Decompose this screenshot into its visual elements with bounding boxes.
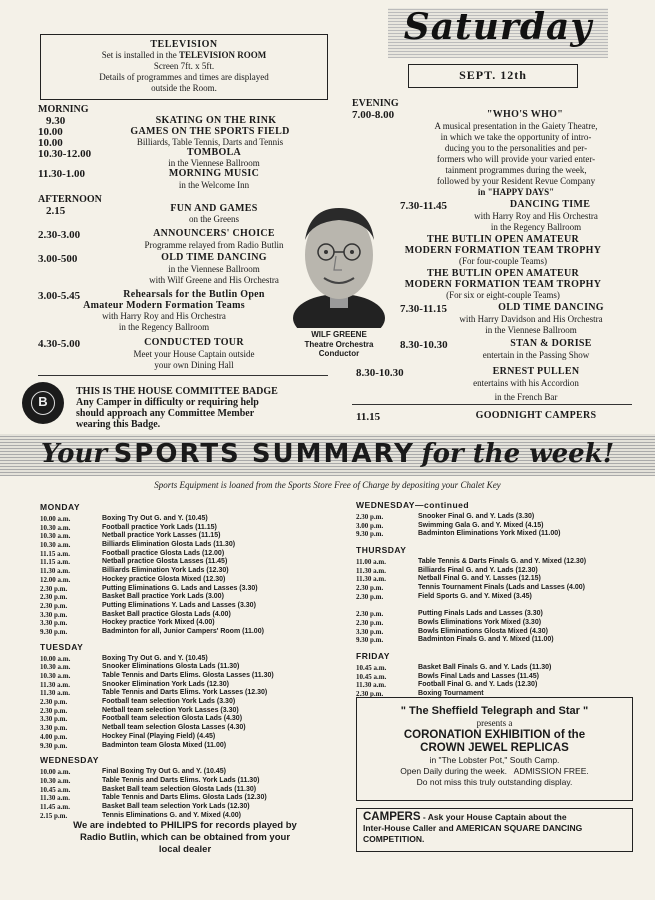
event-time: 10.30-12.00: [38, 148, 92, 160]
event-detail: with Harry Davidson and His Orchestra: [459, 314, 603, 324]
portrait-role: Conductor: [318, 349, 360, 358]
sports-row: [40, 611, 340, 620]
tv-line1: Set is installed in the TELEVISION ROOM: [101, 50, 267, 60]
event-time: 3.00-500: [38, 253, 78, 265]
sports-time: 2.30 p.m.: [356, 513, 384, 521]
sports-event: Boxing Try Out G. and Y. (10.45): [102, 654, 208, 662]
sports-time: 3.30 p.m.: [40, 619, 68, 628]
sports-row: [356, 610, 646, 619]
event-time: 2.30-3.00: [38, 229, 81, 241]
sports-time: 11.30 a.m.: [356, 566, 386, 575]
event-title: ANNOUNCERS' CHOICE: [153, 228, 275, 239]
tv-line2: Screen 7ft. x 5ft.: [153, 61, 215, 71]
event-detail: Programme relayed from Radio Butlin: [144, 240, 284, 250]
sports-time: 3.30 p.m.: [356, 627, 384, 636]
event-title: SKATING ON THE RINK: [155, 115, 277, 126]
equipment-note: Sports Equipment is loaned from the Sports Store Free of Charge by depositing your Chalet Key: [154, 480, 501, 490]
event-time: 8.30-10.30: [356, 367, 404, 379]
portrait-caption: [284, 330, 394, 359]
sports-event: Bowls Eliminations Glosta Mixed (4.30): [418, 627, 548, 635]
sports-time: 2.30 p.m.: [356, 618, 384, 627]
sports-row: [356, 567, 646, 576]
event-time: 3.00-5.45: [38, 290, 81, 302]
sports-event: Boxing Tournament: [418, 690, 484, 697]
sports-event: Netball Final G. and Y. Lasses (12.15): [418, 575, 541, 583]
sports-event: Football practice Glosta Lads (12.00): [102, 549, 225, 557]
sports-row: [40, 602, 340, 611]
sports-time: 10.30 a.m.: [40, 663, 71, 672]
sports-time: 2.30 p.m.: [40, 593, 68, 602]
sports-event: Field Sports G. and Y. Mixed (3.45): [418, 592, 532, 600]
sports-day-heading: MONDAY: [40, 502, 80, 512]
sports-event: Football Final G. and Y. Lads (12.30): [418, 681, 538, 689]
event-detail: with Wilf Greene and His Orchestra: [149, 275, 279, 285]
sports-event: Football practice York Lads (11.15): [102, 523, 217, 531]
event-detail: in the French Bar: [494, 392, 558, 402]
event-detail: in the Viennese Ballroom: [168, 264, 260, 274]
event-detail: with Harry Roy and His Orchestra: [474, 211, 598, 221]
sports-row: [40, 742, 340, 751]
sports-event: Final Boxing Try Out G. and Y. (10.45): [102, 768, 226, 776]
sports-row: [356, 636, 646, 645]
sports-event: Netball team selection Glosta Lasses (4.30): [102, 724, 246, 732]
exhibition-title: CORONATION EXHIBITION of the: [403, 729, 586, 741]
badge-notice: THIS IS THE HOUSE COMMITTEE BADGE Any Camper in difficulty or requiring help should approach any Committee Member wearing this Badge.: [76, 386, 278, 430]
event-detail: in the Regency Ballroom: [490, 222, 582, 232]
sports-time: 10.30 a.m.: [40, 672, 71, 680]
sports-row: [40, 794, 340, 803]
sports-row: [40, 585, 340, 594]
tv-title: TELEVISION: [150, 39, 218, 50]
event-title: FUN AND GAMES: [170, 203, 258, 214]
sports-event: Hockey practice York Mixed (4.00): [102, 619, 215, 627]
sports-row: [40, 681, 340, 690]
sports-time: 10.00 a.m.: [40, 768, 71, 777]
whoswho-description: A musical presentation in the Gaiety Theatre, in which we take the opportunity of intro- ducing you to the personalities and per- formers who will provide your varied enter- tainment programmes during the week, followed by your Resident Revue Company in "HAPPY DAYS": [434, 121, 598, 197]
sports-row: [40, 777, 340, 786]
sports-time: 11.00 a.m.: [356, 558, 386, 567]
sports-time: 2.30 p.m.: [40, 698, 68, 707]
event-detail: in the Welcome Inn: [178, 180, 250, 190]
event-title: Rehearsals for the Butlin Open: [123, 289, 265, 300]
badge-letter: B: [31, 391, 55, 415]
sports-event: Putting Finals Lads and Lasses (3.30): [418, 610, 543, 618]
sports-day-heading: THURSDAY: [356, 545, 407, 556]
day-title: Saturday: [403, 6, 593, 48]
sports-time: 3.30 p.m.: [40, 610, 68, 619]
sports-time: 9.30 p.m.: [356, 530, 384, 539]
sports-time: 2.15 p.m.: [40, 811, 68, 820]
event-detail: Billiards, Table Tennis, Darts and Tennis: [136, 137, 284, 147]
event-detail: on the Greens: [189, 214, 239, 224]
date-box: SEPT. 12th: [408, 64, 578, 88]
sports-event: Hockey practice Glosta Mixed (12.30): [102, 575, 226, 583]
sports-time: 11.15 a.m.: [40, 549, 70, 558]
sports-event: Table Tennis and Darts Elims. Glosta Lasses (11.30): [102, 672, 274, 679]
sports-time: 12.00 a.m.: [40, 575, 71, 584]
evening-heading: EVENING: [352, 98, 399, 109]
sports-time: 10.30 a.m.: [40, 541, 71, 550]
trophy-title: THE BUTLIN OPEN AMATEUR: [426, 268, 579, 279]
sports-time: 2.30 p.m.: [40, 584, 68, 593]
sports-row: [40, 593, 340, 602]
event-title: STAN & DORISE: [510, 338, 592, 349]
sports-event: Badminton Finals G. and Y. Mixed (11.00): [418, 636, 554, 644]
sports-event: Football team selection York Lads (3.30): [102, 698, 236, 706]
sports-event: Table Tennis and Darts Elims. York Lads (11.30): [102, 776, 260, 784]
sports-row: [356, 681, 646, 690]
sports-event: Badminton for all, Junior Campers' Room (11.00): [102, 627, 264, 635]
sports-time: 10.45 a.m.: [356, 663, 387, 672]
exhibition-box: [356, 697, 633, 801]
event-detail: in the Regency Ballroom: [118, 322, 210, 332]
sports-event: Basket Ball team selection York Lads (12.30): [102, 802, 250, 810]
sports-row: [356, 664, 646, 673]
sports-row: [40, 803, 340, 812]
sports-event: Basket Ball Finals G. and Y. Lads (11.30): [418, 663, 552, 671]
sports-row: [40, 655, 340, 664]
sports-time: 11.30 a.m.: [40, 794, 70, 803]
sports-event: Table Tennis and Darts Elims. York Lasses (12.30): [102, 689, 268, 697]
sports-row: [356, 575, 646, 584]
sports-event: Bowls Eliminations York Mixed (3.30): [418, 618, 542, 626]
sports-time: 10.00 a.m.: [40, 654, 71, 663]
sports-row: [356, 602, 646, 611]
sports-row: [40, 515, 340, 524]
sports-time: 10.30 a.m.: [40, 532, 71, 541]
sports-time: 3.30 p.m.: [40, 715, 68, 724]
television-box: [40, 34, 328, 100]
sports-event: Putting Eliminations Y. Lads and Lasses (3.30): [102, 601, 256, 609]
sports-time: 3.30 p.m.: [40, 724, 68, 733]
sports-time: 11.30 a.m.: [356, 575, 386, 584]
sports-row: [40, 663, 340, 672]
morning-heading: MORNING: [38, 104, 89, 115]
campers-box: CAMPERS - Ask your House Captain about the Inter-House Caller and AMERICAN SQUARE DANCING COMPETITION.: [356, 808, 633, 852]
event-title: ERNEST PULLEN: [492, 366, 580, 377]
sports-event: Netball practice Glosta Lasses (11.45): [102, 558, 228, 566]
exhibition-title: CROWN JEWEL REPLICAS: [420, 742, 569, 754]
sports-event: Netball team selection York Lasses (3.30): [102, 706, 239, 714]
event-detail: in the Viennese Ballroom: [485, 325, 577, 335]
sports-event: Basket Ball practice Glosta Lads (4.00): [102, 610, 231, 618]
sports-row: [40, 786, 340, 795]
exhibition-sponsor: " The Sheffield Telegraph and Star ": [400, 705, 589, 717]
sports-event: Snooker Eliminations Glosta Lads (11.30): [102, 663, 240, 671]
event-title: MORNING MUSIC: [168, 168, 260, 179]
sports-time: 10.45 a.m.: [40, 785, 71, 794]
sports-event: Badminton team Glosta Mixed (11.00): [102, 741, 227, 749]
sports-row: [356, 628, 646, 637]
sports-time: 9.30 p.m.: [40, 627, 68, 636]
event-title: GAMES ON THE SPORTS FIELD: [130, 126, 290, 137]
sports-event: Basket Ball practice York Lads (3.00): [102, 593, 224, 601]
sports-time: 9.30 p.m.: [40, 741, 68, 750]
exhibition-presents: presents a: [476, 718, 513, 728]
sports-event: Billiards Elimination York Lads (12.30): [102, 567, 229, 575]
sports-day-heading: FRIDAY: [356, 650, 390, 661]
event-time: 2.15: [46, 205, 66, 217]
sports-row: [40, 532, 340, 541]
sports-time: 2.30 p.m.: [40, 706, 68, 715]
sports-row: [40, 672, 340, 681]
sports-row: [356, 530, 646, 539]
sports-event: Tennis Eliminations G. and Y. Mixed (4.00): [102, 811, 241, 819]
sports-row: [40, 707, 340, 716]
sports-right-column: [356, 500, 646, 699]
sports-row: [40, 698, 340, 707]
sports-row: [40, 567, 340, 576]
event-title: CONDUCTED TOUR: [144, 337, 244, 348]
sports-event: Bowls Final Lads and Lasses (11.45): [418, 672, 539, 680]
trophy-title: MODERN FORMATION TEAM TROPHY: [404, 279, 602, 290]
event-time: 11.15: [356, 411, 381, 423]
sports-row: [356, 522, 646, 531]
sports-time: 3.00 p.m.: [356, 521, 384, 530]
event-detail: Meet your House Captain outside: [133, 349, 255, 359]
sports-row: [40, 724, 340, 733]
portrait-name: WILF GREENE: [311, 330, 367, 339]
sports-row: [40, 768, 340, 777]
sports-event: Basket Ball team selection Glosta Lads (11.30): [102, 785, 257, 793]
sports-day-heading: WEDNESDAY: [40, 755, 99, 766]
event-time: 7.30-11.15: [400, 303, 448, 315]
event-time: 9.30: [46, 115, 66, 127]
sports-time: 2.30 p.m.: [356, 690, 384, 698]
sports-time: 11.30 a.m.: [40, 567, 70, 576]
sports-row: [356, 673, 646, 682]
sports-row: [40, 812, 340, 821]
sports-left-column: [40, 502, 340, 820]
badge-divider: [38, 375, 328, 376]
trophy-sub: (For four-couple Teams): [459, 256, 547, 266]
sports-time: 11.30 a.m.: [40, 680, 70, 689]
sports-event: Billiards Elimination Glosta Lads (11.30): [102, 541, 236, 549]
sports-event: Billiards Final G. and Y. Lads (12.30): [418, 566, 538, 574]
evening-divider: [352, 404, 632, 405]
sports-event: Badminton Eliminations York Mixed (11.00): [418, 530, 561, 538]
sports-row: [356, 593, 646, 602]
event-time: 8.30-10.30: [400, 339, 448, 351]
exhibition-note: Do not miss this truly outstanding display.: [416, 777, 573, 787]
event-detail: your own Dining Hall: [154, 360, 234, 370]
sports-event: Snooker Elimination York Lads (12.30): [102, 680, 229, 688]
sports-row: [356, 513, 646, 522]
sports-day-heading: WEDNESDAY—continued: [356, 500, 470, 510]
event-title: Amateur Modern Formation Teams: [83, 300, 245, 311]
event-time: 10.00: [38, 126, 63, 138]
sports-day-heading: TUESDAY: [40, 641, 84, 652]
sports-time: 2.30 p.m.: [40, 601, 68, 610]
event-title: GOODNIGHT CAMPERS: [475, 410, 597, 421]
sports-row: [40, 524, 340, 533]
sports-row: [40, 541, 340, 550]
tv-line3: Details of programmes and times are displayed: [99, 72, 269, 82]
sports-time: 2.30 p.m.: [356, 610, 384, 619]
trophy-sub: (For six or eight-couple Teams): [446, 290, 560, 300]
sports-time: 2.30 p.m.: [356, 592, 384, 601]
tv-line4: outside the Room.: [151, 83, 217, 93]
sports-event: Swimming Gala G. and Y. Mixed (4.15): [418, 521, 544, 529]
sports-event: Netball practice York Lasses (11.15): [102, 532, 221, 540]
sports-time: 11.30 a.m.: [356, 681, 386, 690]
event-title: "WHO'S WHO": [486, 109, 564, 120]
sports-time: 11.15 a.m.: [40, 558, 70, 567]
sports-event: Boxing Try Out G. and Y. (10.45): [102, 515, 208, 522]
exhibition-open: Open Daily during the week. ADMISSION FREE.: [400, 766, 589, 776]
trophy-title: THE BUTLIN OPEN AMATEUR: [426, 234, 579, 245]
sports-event: Table Tennis and Darts Elims. Glosta Lads (12.30): [102, 794, 267, 802]
sports-row: [40, 558, 340, 567]
event-title: OLD TIME DANCING: [161, 252, 267, 263]
event-time: 4.30-5.00: [38, 338, 81, 350]
sports-summary-title: Your SPORTS SUMMARY for the week!: [40, 439, 615, 469]
event-time: 11.30-1.00: [38, 168, 86, 180]
event-time: 10.00: [38, 137, 63, 149]
sports-event: Snooker Final G. and Y. Lads (3.30): [418, 513, 535, 520]
sports-row: [40, 715, 340, 724]
sports-event: Football team selection Glosta Lads (4.30): [102, 715, 243, 723]
sports-row: [356, 619, 646, 628]
event-title: DANCING TIME: [509, 199, 591, 210]
sports-time: 10.00 a.m.: [40, 515, 71, 523]
sports-time: 11.45 a.m.: [40, 802, 70, 811]
event-time: 7.30-11.45: [400, 200, 448, 212]
sports-event: Tennis Tournament Finals (Lads and Lasses (4.00): [418, 584, 586, 592]
sports-row: [40, 550, 340, 559]
event-detail: entertain in the Passing Show: [482, 350, 590, 360]
sports-row: [40, 689, 340, 698]
sports-time: 9.30 p.m.: [356, 636, 384, 645]
event-detail: entertains with his Accordion: [473, 378, 579, 388]
sports-time: 10.30 a.m.: [40, 523, 71, 532]
trophy-title: MODERN FORMATION TEAM TROPHY: [404, 245, 602, 256]
sports-time: 11.30 a.m.: [40, 689, 70, 698]
sports-time: 4.00 p.m.: [40, 732, 68, 741]
portrait-role: Theatre Orchestra: [304, 339, 374, 349]
sports-time: 10.45 a.m.: [356, 672, 387, 681]
sports-event: Hockey Final (Playing Field) (4.45): [102, 732, 216, 740]
sports-event: Putting Eliminations G. Lads and Lasses (3.30): [102, 584, 258, 592]
event-time: 7.00-8.00: [352, 109, 395, 121]
event-detail: in the Viennese Ballroom: [168, 158, 260, 168]
sports-row: [40, 733, 340, 742]
exhibition-location: in "The Lobster Pot," South Camp.: [429, 755, 560, 765]
sports-row: [356, 584, 646, 593]
event-title: TOMBOLA: [186, 147, 242, 158]
sports-time: 10.30 a.m.: [40, 776, 71, 785]
sports-row: [40, 628, 340, 637]
sports-row: [40, 619, 340, 628]
sports-row: [40, 576, 340, 585]
event-detail: with Harry Roy and His Orchestra: [102, 311, 226, 321]
sports-row: [356, 558, 646, 567]
sports-time: 2.30 p.m.: [356, 584, 384, 593]
afternoon-heading: AFTERNOON: [38, 194, 102, 205]
event-title: OLD TIME DANCING: [498, 302, 604, 313]
philips-note: We are indebted to PHILIPS for records played by Radio Butlin, which can be obtained from your local dealer: [73, 820, 297, 855]
sports-event: Table Tennis & Darts Finals G. and Y. Mixed (12.30): [418, 558, 587, 566]
